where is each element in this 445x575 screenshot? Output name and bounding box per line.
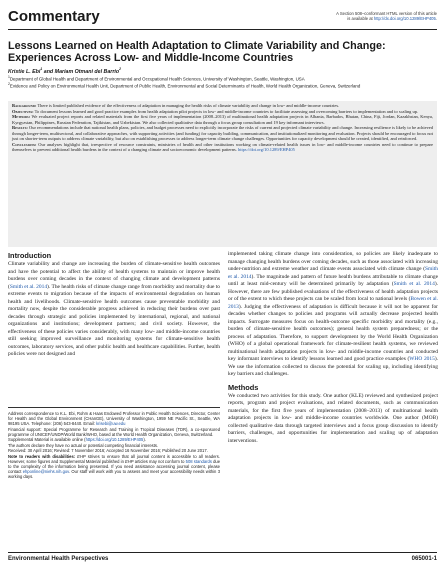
affiliation-text: Evidence and Policy on Environmental Health Unit, Department of Public Health, Environmental and Social Determinants of Health, World Health Organization, Geneva, Switzerland: [9, 83, 361, 89]
citation-link[interactable]: Bowen et al. 2013: [228, 296, 438, 310]
footnote-conflict: The authors declare they have no actual or potential competing financial interests.: [8, 442, 159, 448]
methods-heading: Methods: [228, 382, 259, 392]
abstract-text: There is limited published evidence of the effectiveness of adaptation in managing the health risks of climate variability and change in low- and middle-income countries.: [36, 103, 340, 108]
accessibility-note-line1: A Section 508–conformant HTML version of this article: [336, 11, 437, 16]
introduction-paragraph-continued: [228, 251, 438, 379]
abstract-objectives-para: [12, 109, 433, 114]
body-text: ). We use the information collected to discuss the potential for scaling up, including identifying key barriers and challenges.: [228, 356, 438, 378]
footer-divider: [8, 552, 437, 553]
body-text: Climate variability and change are increasing the burden of climate-sensitive health outcomes and have the potential to affect the ability of health systems to maintain or improve health burdens over coming decades in the context of changing climate and development patterns (: [8, 261, 220, 290]
body-text: ). The magnitude and pattern of future health burdens attributable to climate change until at least mid-century will be determined primarily by adaptation (: [228, 273, 438, 288]
abstract-background-para: [12, 103, 433, 108]
affiliation-marker: 2: [8, 81, 10, 86]
footnote-text: Address correspondence to K.L. Ebi, Rohm & Haas Endowed Professor in Public Health Sciences, Director, Center for Health and the Global Environment (CHanGE), University of Washington, 1959 NE Pacific St., Seattle, WA 98195 USA. Telephone: (206) 543-8440. Email:: [8, 410, 220, 426]
footnote-supplemental: [8, 437, 220, 442]
citation-link[interactable]: Smith et al. 2014: [393, 281, 435, 288]
abstract-text: To document lessons learned and good practice examples from health adaptation pilot projects in low- and middle-income countries to facilitate assessing and overcoming barriers to implementation and to scaling up.: [33, 108, 419, 114]
body-text: ). However, there are few published evaluations of the effectiveness of health adaptation projects or of the extent to which these projects can be scaled from local to national levels (: [228, 281, 438, 303]
body-text: ). Judging the effectiveness of adaptation is difficult because it will not be apparent for decades whether changes to policies and programs will actually decrease projected health impacts. Surrogate measures focus on health-outcome specific morbidity and mortality (e.g., burden of climate-sensitive health outcomes); general health system preparedness; or the process of adaptation. Therefore, to support development by the World Health Organization (WHO) of a global operational framework for climate-resilient health systems, we reviewed multinational health adaptation projects in low- and middle-income countries and conducted key informant interviews to identify lessons learned and good practice examples (: [228, 303, 438, 363]
author-connector: and: [42, 68, 55, 75]
abstract-results-para: [12, 125, 433, 141]
contact-email-link[interactable]: ehponline@niehs.nih.gov: [22, 469, 69, 475]
accessibility-note-prefix: is available at: [347, 16, 374, 22]
abstract-label: Results:: [12, 125, 28, 131]
supplemental-link[interactable]: https://doi.org/10.1289/EHP405: [85, 437, 144, 443]
abstract-text: We evaluated project reports and related materials from the first five years of implementation (2008–2013) of multinational health adaptation projects in Albania, Barbados, Bhutan, China, Fiji, Jordan, Kazakhstan, Kenya, Kyrgyzstan, Philippines, Russian Federation, Tajikistan, and Uzbekistan. We also collected qualitative data through a focus group consultation and 19 key informant interviews.: [12, 114, 433, 125]
journal-abbrev: EHP: [77, 454, 86, 460]
affiliation: [8, 75, 437, 82]
body-text: ). The health risks of climate change range from morbidity and mortality due to extreme events to migration because of the impacts of environmental degradation on human health and livelihoods. Climate-sensitive health outcomes cause preventable morbidity and mortality now, despite the considerable progress achieved in reducing their burdens over past decades through strategic and policies implemented by international, regional, and national organizations and institutions; development partners; and civil society. However, the effectiveness of these policies varies considerably, with many low- and middle-income countries still seeking improved surveillance and monitoring systems for climate-sensitive health outcomes, laboratory services, and other public health and healthcare capabilities. Further, health policies were not designed and: [8, 283, 221, 358]
footnote-text: articles may not conform to: [133, 459, 186, 465]
doi-link[interactable]: https://doi.org/10.1289/EHP405: [238, 146, 295, 152]
footnote-text: strives to ensure that all journal content is accessible to all readers. However, some figures and Supplemental Material published in: [8, 454, 220, 465]
author-name: Mariam Otmani del Barrio: [54, 68, 120, 75]
footnotes: [8, 407, 220, 480]
citation-link[interactable]: Smith et al. 2014: [9, 283, 48, 290]
author-name: Kristie L. Ebi: [8, 68, 41, 75]
footnote-address: [8, 411, 220, 426]
header-divider: [8, 29, 437, 30]
citation-link[interactable]: WHO 2015: [409, 356, 435, 363]
abstract-label: Conclusions:: [12, 141, 37, 147]
affiliation-marker: 1: [8, 75, 10, 79]
author-affiliation-marker: 2: [119, 67, 122, 71]
footnote-funding: Financial support: Special Programme for Research and Training in Tropical Diseases (TDR), a co-sponsored programme of UNICEF/UNDP/World Bank/WHO, based at the World Health Organization, Geneva, Switzerland.: [8, 426, 220, 437]
accessibility-note: [336, 11, 437, 21]
affiliation-text: Department of Global Health and Department of Environmental and Occupational Health Sciences, University of Washington, Seattle, Washington, USA: [9, 76, 305, 82]
section-label: Commentary: [8, 8, 100, 25]
methods-paragraph: We conducted two activities for this study. One author (KLE) reviewed and synthesized project reports, program and project evaluations, and related documents, such as communication materials, for the first five years of implementation (2008–2013) of multinational health adaptation projects in low- and middle-income countries worldwide. One author (MOB) collected qualitative data through targeted interviews and a focus group discussion to identify barriers, challenges, and opportunities for implementation and scaling up of adaptation interventions.: [228, 392, 438, 444]
footnote-text: . Our staff will work with you to assess and meet your accessibility needs within 3 working days.: [8, 469, 220, 480]
correspondence-email-link[interactable]: krisebi@uw.edu: [96, 420, 126, 426]
page-number: 065001-1: [411, 556, 437, 562]
footnote-divider: [8, 407, 220, 408]
abstract-text: Our recommendations include that national health plans, policies, and budget processes need to explicitly incorporate the risks of current and projected climate variability and change. Increasing resilience is likely to be achieved through longer-term, multisectoral, and collaborative approaches, with supporting activities (and funding) for capacity building, communication, and institutionalized monitoring and evaluation. Projects should be encouraged to focus not just on shorter-term outputs to address climate variability, but also on establishing processes to address longer-term climate change challenges. Opportunities for capacity development should be created, identified, and reinforced.: [12, 125, 433, 141]
footnote-text: ).: [143, 437, 146, 443]
abstract-label: Background:: [12, 103, 37, 108]
journal-abbrev: EHP: [125, 459, 134, 465]
accessibility-note-suffix: .: [435, 16, 437, 22]
abstract-conclusions-para: [12, 142, 433, 152]
page-header: [8, 8, 437, 28]
accessibility-html-link[interactable]: http://dx.doi.org/10.1289/EHP405: [373, 16, 436, 22]
footnote-text: Supplemental Material is available online (: [8, 437, 86, 443]
abstract-methods-para: [12, 114, 433, 124]
citation-link[interactable]: Smith et al. 2014: [228, 266, 438, 280]
footnote-accessibility: [8, 454, 220, 479]
affiliation: [8, 82, 437, 89]
journal-name: Environmental Health Perspectives: [8, 556, 109, 562]
standards-link[interactable]: 508 standards: [185, 459, 212, 465]
affiliations: [8, 75, 437, 89]
article-title: Lessons Learned on Health Adaptation to Climate Variability and Change: Experiences Across Low- and Middle-Income Countries: [8, 40, 386, 65]
right-column: [228, 251, 438, 445]
abstract-text: Our analyses highlight that, irrespective of resource constraints, ministries of health and other institutions working on climate-related health issues in low- and middle-income countries need to continue to prepare themselves to prevent additional health burdens in the context of a changing climate and socioeconomic development patterns.: [12, 141, 433, 152]
introduction-paragraph: [8, 261, 220, 359]
author-affiliation-marker: 1: [40, 67, 43, 71]
abstract-label: Methods:: [12, 114, 31, 120]
abstract: [12, 103, 433, 152]
footnote-dates: Received: 30 April 2016; Revised: 7 November 2016; Accepted 16 November 2016; Published 20 June 2017.: [8, 448, 208, 454]
body-text: implemented taking climate change into consideration, so policies are likely inadequate to manage changing health burdens over coming decades, such as those associated with increasing under-nutrition and extreme weather and climate events associated with climate change (: [228, 251, 438, 273]
footnote-text: due to the complexity of the information being presented. If you need assistance accessing journal content, please contact: [8, 459, 220, 475]
abstract-label: Objectives:: [12, 108, 34, 114]
left-column: [8, 251, 220, 359]
footnote-label: Note to readers with disabilities:: [8, 454, 78, 460]
introduction-heading: Introduction: [8, 251, 52, 260]
author-line: [8, 67, 121, 75]
